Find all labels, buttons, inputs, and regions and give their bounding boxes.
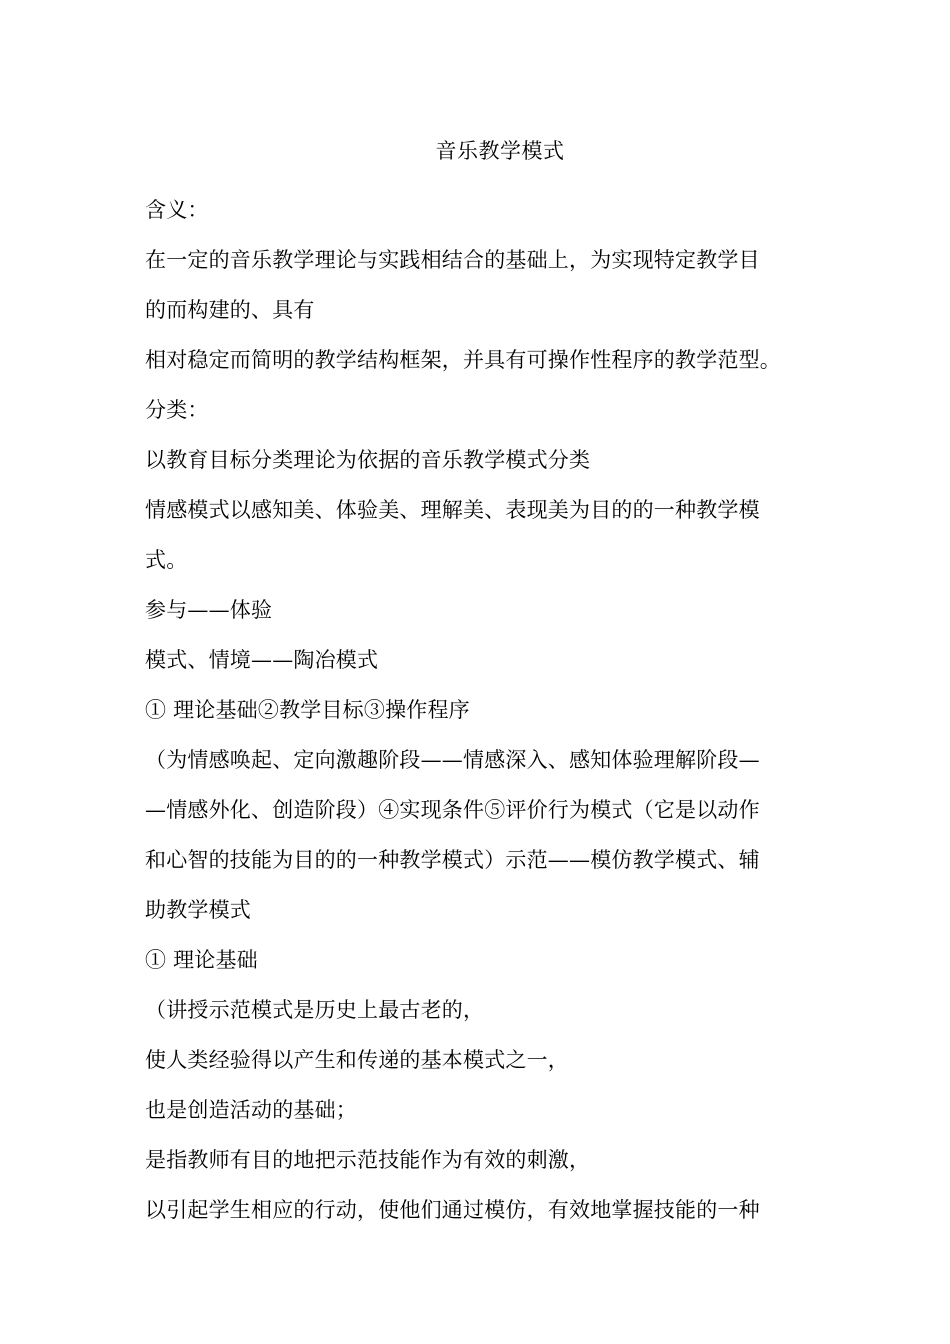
text-line: 是指教师有目的地把示范技能作为有效的刺激， (145, 1148, 591, 1172)
text-line: 式。 (145, 548, 188, 572)
text-line: 相对稳定而简明的教学结构框架，并具有可操作性程序的教学范型。 (145, 348, 781, 372)
text-line: 和心智的技能为目的的一种教学模式）示范——模仿教学模式、辅 (145, 848, 760, 872)
text-line: 以教育目标分类理论为依据的音乐教学模式分类 (145, 448, 591, 472)
text-line: 模式、情境——陶冶模式 (145, 648, 379, 672)
text-line: 分类： (145, 398, 209, 422)
text-line: 情感模式以感知美、体验美、理解美、表现美为目的的一种教学模 (145, 498, 760, 522)
text-line: —情感外化、创造阶段）④实现条件⑤评价行为模式（它是以动作 (145, 798, 760, 822)
text-line: 参与——体验 (145, 598, 273, 622)
text-line: 以引起学生相应的行动，使他们通过模仿，有效地掌握技能的一种 (145, 1198, 760, 1222)
text-line: （讲授示范模式是历史上最古老的， (145, 998, 485, 1022)
text-line: ① 理论基础②教学目标③操作程序 (145, 698, 470, 722)
text-line: 的而构建的、具有 (145, 298, 315, 322)
text-line: 助教学模式 (145, 898, 251, 922)
text-line: 含义： (145, 198, 209, 222)
document-body (145, 185, 810, 1235)
text-line: 在一定的音乐教学理论与实践相结合的基础上，为实现特定教学目 (145, 248, 760, 272)
text-line: ① 理论基础 (145, 948, 258, 972)
text-line: （为情感唤起、定向激趣阶段——情感深入、感知体验理解阶段— (145, 748, 760, 772)
text-line: 使人类经验得以产生和传递的基本模式之一， (145, 1048, 569, 1072)
text-line: 也是创造活动的基础； (145, 1098, 357, 1122)
document-title: 音乐教学模式 (435, 139, 565, 163)
